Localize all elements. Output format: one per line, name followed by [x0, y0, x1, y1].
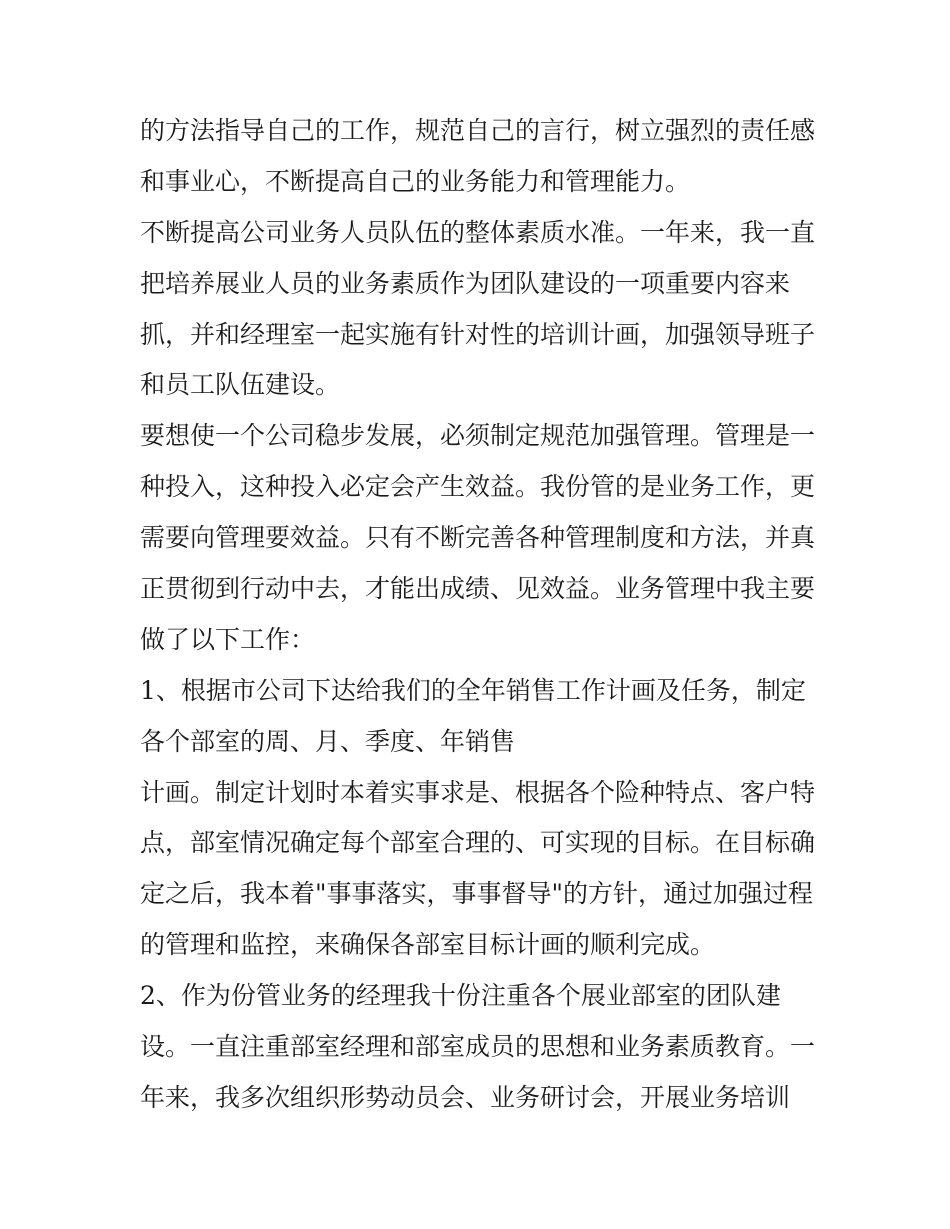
text-line: 的管理和监控，来确保各部室目标计画的顺利完成。 — [140, 930, 716, 960]
text-line: 需要向管理要效益。只有不断完善各种管理制度和方法，并真 — [140, 523, 816, 553]
text-line: 年来，我多次组织形势动员会、业务研讨会，开展业务培训 — [140, 1082, 791, 1112]
text-line: 把培养展业人员的业务素质作为团队建设的一项重要内容来 — [140, 268, 791, 298]
text-line: 各个部室的周、月、季度、年销售 — [140, 726, 516, 756]
text-line: 1、根据市公司下达给我们的全年销售工作计画及任务，制定 — [140, 675, 806, 705]
text-line: 抓，并和经理室一起实施有针对性的培训计画，加强领导班子 — [140, 319, 816, 349]
text-line: 不断提高公司业务人员队伍的整体素质水准。一年来，我一直 — [140, 217, 816, 247]
text-line: 设。一直注重部室经理和部室成员的思想和业务素质教育。一 — [140, 1032, 816, 1062]
body-text — [140, 106, 820, 1124]
text-line: 种投入，这种投入必定会产生效益。我份管的是业务工作，更 — [140, 472, 816, 502]
text-line: 和员工队伍建设。 — [140, 370, 341, 400]
text-line: 和事业心，不断提高自己的业务能力和管理能力。 — [140, 166, 691, 196]
text-line: 定之后，我本着"事事落实，事事督导"的方针，通过加强过程 — [140, 879, 814, 909]
text-line: 计画。制定计划时本着实事求是、根据各个险种特点、客户特 — [140, 777, 816, 807]
text-line: 做了以下工作： — [140, 624, 316, 654]
text-line: 的方法指导自己的工作，规范自己的言行，树立强烈的责任感 — [140, 116, 816, 145]
text-line: 要想使一个公司稳步发展，必须制定规范加强管理。管理是一 — [140, 421, 816, 451]
text-line: 2、作为份管业务的经理我十份注重各个展业部室的团队建 — [140, 981, 781, 1011]
text-line: 正贯彻到行动中去，才能出成绩、见效益。业务管理中我主要 — [140, 574, 816, 604]
text-line: 点，部室情况确定每个部室合理的、可实现的目标。在目标确 — [140, 828, 816, 858]
